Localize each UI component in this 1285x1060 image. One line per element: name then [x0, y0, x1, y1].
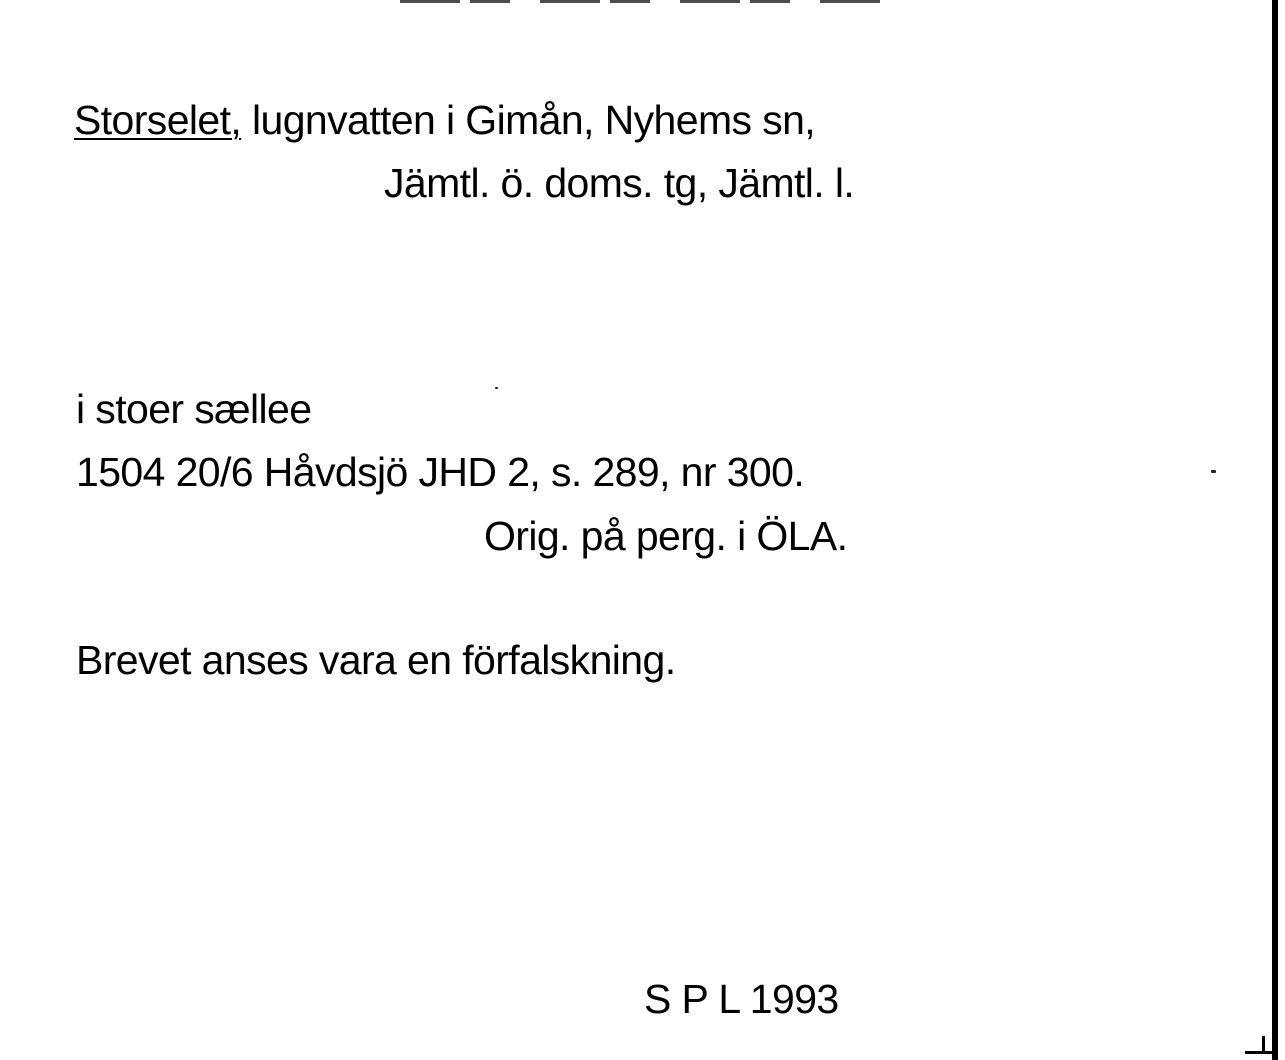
heading-description: lugnvatten i Gimån, Nyhems sn,	[241, 97, 816, 143]
heading-line-1	[74, 96, 815, 144]
source-reference: 1504 20/6 Håvdsjö JHD 2, s. 289, nr 300.	[76, 449, 805, 495]
speck	[1211, 470, 1216, 473]
attested-form: i stoer sællee	[76, 386, 312, 432]
speck	[495, 387, 498, 389]
headword: Storselet,	[74, 97, 242, 143]
corner-mark-vertical	[1262, 1036, 1265, 1054]
card-right-border	[1272, 0, 1278, 1060]
card-signature: S P L 1993	[644, 976, 839, 1022]
heading-line-2: Jämtl. ö. doms. tg, Jämtl. l.	[384, 160, 855, 206]
card-note: Brevet anses vara en förfalskning.	[76, 637, 676, 683]
top-edge-mark	[400, 0, 890, 3]
original-location: Orig. på perg. i ÖLA.	[484, 513, 848, 559]
